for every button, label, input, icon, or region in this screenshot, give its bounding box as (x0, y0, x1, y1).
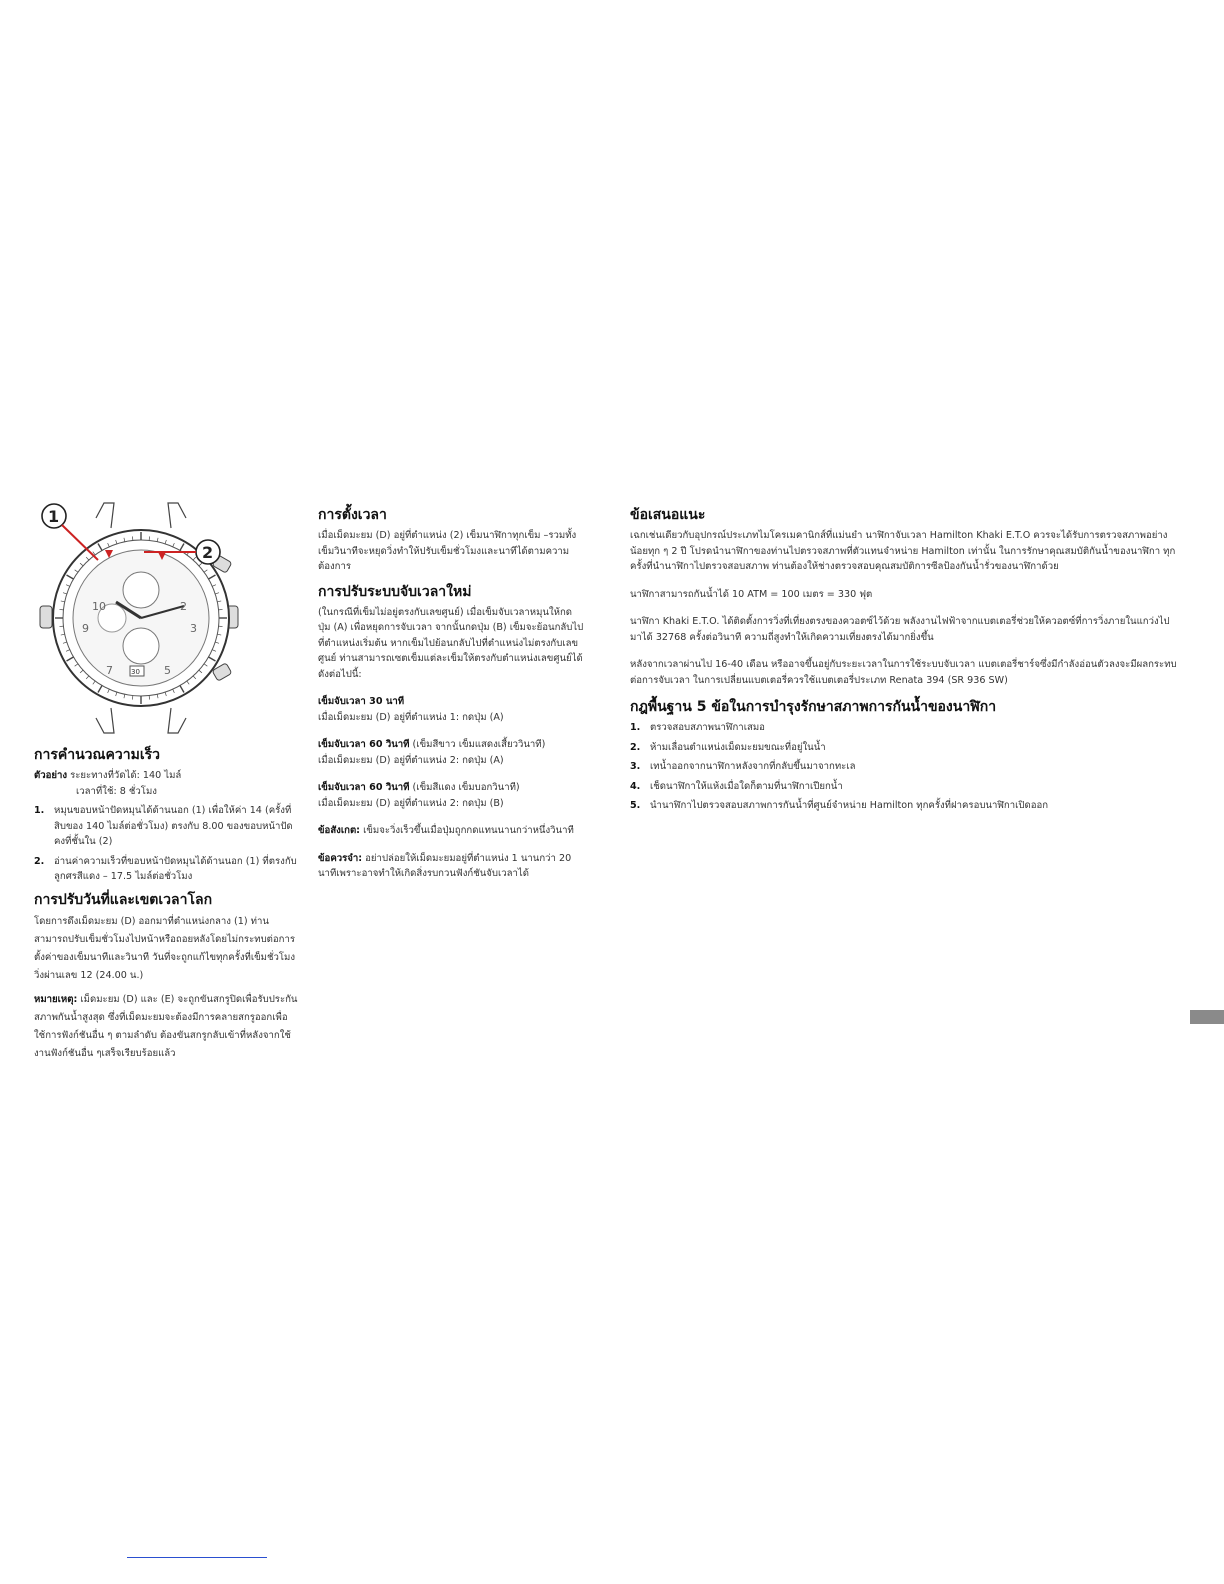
subdial-top (123, 572, 159, 608)
hand-30-title: เข็มจับเวลา 30 นาที (318, 696, 405, 707)
date-timezone-title: การปรับวันที่และเขตเวลาโลก (34, 891, 213, 908)
date-timezone-text: โดยการดึงเม็ดมะยม (D) ออกมาที่ตำแหน่งกลาง (1) ท่านสามารถปรับเข็มชั่วโมงไปหน้าหรือถอยหลังโดยไม่กระทบต่อการตั้งค่าของเข็มนาทีและวินาที วันที่จะถูกแก้ไขทุกครั้งที่เข็มชั่วโมงวิ่งผ่านเลข 12 (24.00 น.) (34, 915, 296, 981)
speed-steps (34, 803, 298, 885)
footer-link-underline[interactable] (127, 1557, 267, 1558)
advice-title: ข้อเสนอแนะ (630, 507, 706, 523)
watch-illustration (36, 498, 246, 738)
list-item: 2. อ่านค่าความเร็วที่ขอบหน้าปัดหมุนได้ด้านนอก (1) ที่ตรงกับลูกศรสีแดง – 17.5 ไมล์ต่อชั่วโมง (34, 855, 297, 882)
svg-text:30: 30 (131, 668, 140, 676)
speed-calc-title: การคำนวณความเร็ว (34, 747, 160, 763)
svg-text:1: 1 (48, 507, 60, 526)
water-rules-list (630, 720, 1180, 814)
dial-numeral: 7 (106, 664, 113, 677)
battery-text: หลังจากเวลาผ่านไป 16-40 เดือน หรืออาจขึ้นอยู่กับระยะเวลาในการใช้ระบบจับเวลา แบตเตอรี่ชาร์จซึ่งมีกำลังอ่อนตัวลงจะมีผลกระทบต่อการจับเวลา ในการเปลี่ยนแบตเตอรี่ควรใช้แบตเตอรี่ประเภท Renata 394 (SR 936 SW) (630, 659, 1177, 686)
dial-numeral: 3 (190, 622, 197, 635)
hand-60-white-text: เมื่อเม็ดมะยม (D) อยู่ที่ตำแหน่ง 2: กดปุ่ม (A) (318, 754, 504, 766)
observation-note: ข้อสังเกต: เข็มจะวิ่งเร็วขึ้นเมื่อปุ่มถูกกดแทนนานกว่าหนึ่งวินาที (318, 825, 574, 836)
list-item: 2. ห้ามเลื่อนตำแหน่งเม็ดมะยมขณะที่อยู่ในน้ำ (630, 741, 826, 753)
note-paragraph: หมายเหตุ: เม็ดมะยม (D) และ (E) จะถูกขันสกรูปิดเพื่อรับประกันสภาพกันน้ำสูงสุด ซึ่งที่เม็ดมะยมจะต้องมีการคลายสกรูออกเพื่อใช้การฟังก์ชันอื่น ๆ ตามลำดับ ต้องขันสกรูกลับเข้าที่หลังจากใช้งานฟังก์ชันอื่น ๆเสร็จเรียบร้อยแล้ว (34, 993, 298, 1059)
column-right (630, 506, 1180, 818)
chrono-reset-text: (ในกรณีที่เข็มไม่อยู่ตรงกับเลขศูนย์) เมื่อเข็มจับเวลาหมุนให้กดปุ่ม (A) เพื่อหยุดการจับเวลา จากนั้นกดปุ่ม (B) เข็มจะย้อนกลับไปที่ตำแหน่งเริ่มต้น หากเข็มไปย้อนกลับไปที่ตำแหน่งไม่ตรงกับเลขศูนย์ ท่านสามารถเซตเข็มแต่ละเข็มให้ตรงกับตำแหน่งเลขศูนย์ได้ดังต่อไปนี้: (318, 606, 584, 680)
subdial-bottom (123, 628, 159, 664)
set-time-title: การตั้งเวลา (318, 507, 387, 523)
dial-numeral: 2 (180, 600, 187, 613)
list-item: 1. หมุนขอบหน้าปัดหมุนได้ด้านนอก (1) เพื่อให้ค่า 14 (ครั้งที่สิบของ 140 ไมล์ต่อชั่วโมง) ตรงกับ 8.00 ของขอบหน้าปัดคงที่ชั้นใน (2) (34, 805, 293, 847)
column-left (34, 746, 298, 1063)
quartz-text: นาฬิกา Khaki E.T.O. ได้ติดตั้งการวิ่งที่เที่ยงตรงของควอตซ์ไว้ด้วย พลังงานไฟฟ้าจากแบตเตอรี่ช่วยให้ควอตซ์ที่การวิ่งภายในแกว่งไปมาได้ 32768 ครั้งต่อวินาที ความถี่สูงทำให้เกิดความเที่ยงตรงได้มากยิ่งขึ้น (630, 616, 1170, 643)
watch-case (96, 503, 186, 528)
hand-60-red-title: เข็มจับเวลา 60 วินาที (เข็มสีแดง เข็มบอกวินาที) (318, 782, 520, 793)
chrono-reset-title: การปรับระบบจับเวลาใหม่ (318, 583, 472, 600)
hand-60-red-text: เมื่อเม็ดมะยม (D) อยู่ที่ตำแหน่ง 2: กดปุ่ม (B) (318, 797, 504, 809)
speed-time-used: เวลาที่ใช้: 8 ชั่วโมง (76, 785, 157, 797)
hand-60-white-title: เข็มจับเวลา 60 วินาที (เข็มสีขาว เข็มแสดงเสี้ยววินาที) (318, 739, 546, 750)
set-time-text: เมื่อเม็ดมะยม (D) อยู่ที่ตำแหน่ง (2) เข็มนาฬิกาทุกเข็ม –รวมทั้งเข็มวินาทีจะหยุดวิ่งทำให้ปรับเข็มชั่วโมงและนาทีได้ตามความต้องการ (318, 530, 577, 572)
list-item: 1. ตรวจสอบสภาพนาฬิกาเสมอ (630, 722, 765, 733)
note-label: หมายเหตุ: (34, 993, 78, 1005)
water-resistance-text: นาฬิกาสามารถกันน้ำได้ 10 ATM = 100 เมตร = 330 ฟุต (630, 588, 873, 600)
speed-example: ตัวอย่าง ระยะทางที่วัดได้: 140 ไมล์ (34, 770, 182, 781)
list-item: 3. เทน้ำออกจากนาฬิกาหลังจากที่กลับขึ้นมาจากทะเล (630, 761, 856, 772)
dial-numeral: 9 (82, 622, 89, 635)
page-side-tab (1190, 1010, 1224, 1024)
crown-e (40, 606, 52, 628)
example-label: ตัวอย่าง (34, 770, 68, 781)
dial-numeral: 10 (92, 600, 106, 613)
list-item: 5. นำนาฬิกาไปตรวจสอบสภาพการกันน้ำที่ศูนย์จำหน่าย Hamilton ทุกครั้งที่ฝาครอบนาฬิกาเปิดออก (630, 800, 1049, 811)
dial-numeral: 5 (164, 664, 171, 677)
list-item: 4. เช็ดนาฬิกาให้แห้งเมื่อใดก็ตามที่นาฬิกาเปียกน้ำ (630, 780, 843, 792)
svg-text:2: 2 (202, 543, 214, 562)
water-rules-title: กฎพื้นฐาน 5 ข้อในการบำรุงรักษาสภาพการกันน้ำของนาฬิกา (630, 699, 997, 715)
column-middle (318, 506, 584, 882)
hand-30-text: เมื่อเม็ดมะยม (D) อยู่ที่ตำแหน่ง 1: กดปุ่ม (A) (318, 711, 504, 723)
warning-note: ข้อควรจำ: อย่าปล่อยให้เม็ดมะยมอยู่ที่ตำแหน่ง 1 นานกว่า 20 นาทีเพราะอาจทำให้เกิดสิ่งรบกวนฟังก์ชันจับเวลาได้ (318, 852, 572, 879)
advice-text: เฉกเช่นเดียวกับอุปกรณ์ประเภทไมโครเมคานิกส์ที่แม่นยำ นาฬิกาจับเวลา Hamilton Khaki E.T.O ควรจะได้รับการตรวจสภาพอย่างน้อยทุก ๆ 2 ปี โปรดนำนาฬิกาของท่านไปตรวจสภาพที่ตัวแทนจำหน่าย Hamilton เท่านั้น ในการรักษาคุณสมบัติกันน้ำของนาฬิกา ทุกครั้งที่นำนาฬิกาไปตรวจสอบสภาพ ท่านต้องให้ช่างตรวจสอบคุณสมบัติการซีลป้องกันน้ำรั่วของนาฬิกาด้วย (630, 530, 1176, 572)
